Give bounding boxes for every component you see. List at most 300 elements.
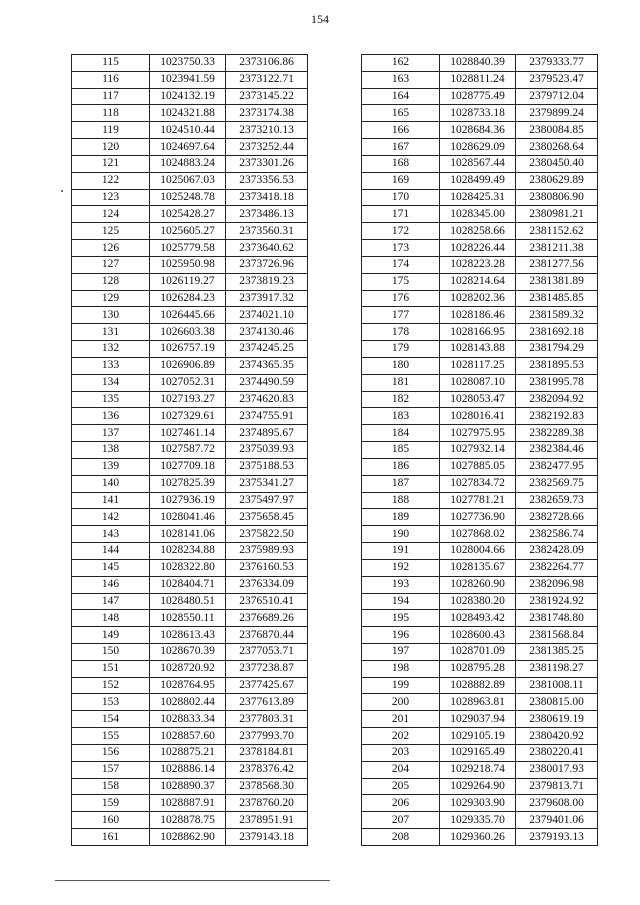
x-coordinate-cell: 1025428.27: [150, 206, 226, 223]
point-number-cell: 158: [72, 778, 150, 795]
point-number-cell: 138: [72, 442, 150, 459]
point-number-cell: 193: [362, 576, 440, 593]
table-row: [362, 593, 598, 610]
point-number-cell: 126: [72, 240, 150, 257]
point-number-cell: 140: [72, 475, 150, 492]
y-coordinate-cell: 2373356.53: [226, 172, 308, 189]
x-coordinate-cell: 1028963.81: [440, 694, 516, 711]
point-number-cell: 198: [362, 660, 440, 677]
y-coordinate-cell: 2379813.71: [516, 778, 598, 795]
table-row: [72, 155, 308, 172]
point-number-cell: 174: [362, 256, 440, 273]
table-row: [362, 290, 598, 307]
point-number-cell: 139: [72, 458, 150, 475]
table-row: [362, 728, 598, 745]
y-coordinate-cell: 2375658.45: [226, 509, 308, 526]
y-coordinate-cell: 2378184.81: [226, 744, 308, 761]
point-number-cell: 175: [362, 273, 440, 290]
point-number-cell: 129: [72, 290, 150, 307]
y-coordinate-cell: 2381692.18: [516, 324, 598, 341]
table-row: [362, 374, 598, 391]
table-row: [72, 307, 308, 324]
point-number-cell: 197: [362, 643, 440, 660]
y-coordinate-cell: 2375989.93: [226, 543, 308, 560]
table-row: [72, 744, 308, 761]
x-coordinate-cell: 1028404.71: [150, 576, 226, 593]
y-coordinate-cell: 2381198.27: [516, 660, 598, 677]
table-row: [72, 627, 308, 644]
table-row: [72, 55, 308, 72]
y-coordinate-cell: 2382659.73: [516, 492, 598, 509]
point-number-cell: 194: [362, 593, 440, 610]
y-coordinate-cell: 2381008.11: [516, 677, 598, 694]
table-row: [362, 795, 598, 812]
point-number-cell: 191: [362, 543, 440, 560]
x-coordinate-cell: 1028882.89: [440, 677, 516, 694]
table-row: [72, 559, 308, 576]
x-coordinate-cell: 1028380.20: [440, 593, 516, 610]
table-row: [362, 778, 598, 795]
x-coordinate-cell: 1028493.42: [440, 610, 516, 627]
y-coordinate-cell: 2374245.25: [226, 341, 308, 358]
table-row: [72, 189, 308, 206]
y-coordinate-cell: 2381995.78: [516, 374, 598, 391]
y-coordinate-cell: 2379143.18: [226, 829, 308, 846]
y-coordinate-cell: 2381794.29: [516, 341, 598, 358]
y-coordinate-cell: 2374490.59: [226, 374, 308, 391]
x-coordinate-cell: 1027709.18: [150, 458, 226, 475]
x-coordinate-cell: 1028258.66: [440, 223, 516, 240]
point-number-cell: 207: [362, 812, 440, 829]
y-coordinate-cell: 2382094.92: [516, 391, 598, 408]
table-row: [72, 761, 308, 778]
y-coordinate-cell: 2381895.53: [516, 357, 598, 374]
y-coordinate-cell: 2376160.53: [226, 559, 308, 576]
point-number-cell: 159: [72, 795, 150, 812]
point-number-cell: 166: [362, 122, 440, 139]
x-coordinate-cell: 1027975.95: [440, 425, 516, 442]
point-number-cell: 142: [72, 509, 150, 526]
x-coordinate-cell: 1028600.43: [440, 627, 516, 644]
table-row: [72, 475, 308, 492]
point-number-cell: 164: [362, 88, 440, 105]
point-number-cell: 163: [362, 71, 440, 88]
point-number-cell: 148: [72, 610, 150, 627]
point-number-cell: 128: [72, 273, 150, 290]
table-row: [362, 475, 598, 492]
table-row: [72, 812, 308, 829]
point-number-cell: 147: [72, 593, 150, 610]
point-number-cell: 190: [362, 526, 440, 543]
point-number-cell: 151: [72, 660, 150, 677]
x-coordinate-cell: 1026284.23: [150, 290, 226, 307]
x-coordinate-cell: 1028053.47: [440, 391, 516, 408]
point-number-cell: 152: [72, 677, 150, 694]
point-number-cell: 161: [72, 829, 150, 846]
x-coordinate-cell: 1024883.24: [150, 155, 226, 172]
y-coordinate-cell: 2379608.00: [516, 795, 598, 812]
table-row: [72, 728, 308, 745]
x-coordinate-cell: 1028764.95: [150, 677, 226, 694]
table-row: [362, 442, 598, 459]
table-row: [72, 374, 308, 391]
point-number-cell: 176: [362, 290, 440, 307]
point-number-cell: 118: [72, 105, 150, 122]
x-coordinate-cell: 1023750.33: [150, 55, 226, 72]
x-coordinate-cell: 1028143.88: [440, 341, 516, 358]
table-row: [362, 829, 598, 846]
x-coordinate-cell: 1027329.61: [150, 408, 226, 425]
table-row: [362, 610, 598, 627]
table-row: [362, 812, 598, 829]
y-coordinate-cell: 2379193.13: [516, 829, 598, 846]
table-row: [362, 105, 598, 122]
point-number-cell: 120: [72, 139, 150, 156]
y-coordinate-cell: 2380450.40: [516, 155, 598, 172]
point-number-cell: 137: [72, 425, 150, 442]
point-number-cell: 168: [362, 155, 440, 172]
table-row: [362, 391, 598, 408]
point-number-cell: 183: [362, 408, 440, 425]
table-row: [72, 509, 308, 526]
y-coordinate-cell: 2373252.44: [226, 139, 308, 156]
point-number-cell: 156: [72, 744, 150, 761]
y-coordinate-cell: 2375497.97: [226, 492, 308, 509]
x-coordinate-cell: 1028613.43: [150, 627, 226, 644]
y-coordinate-cell: 2373301.26: [226, 155, 308, 172]
x-coordinate-cell: 1028214.64: [440, 273, 516, 290]
x-coordinate-cell: 1028811.24: [440, 71, 516, 88]
y-coordinate-cell: 2377425.67: [226, 677, 308, 694]
point-number-cell: 204: [362, 761, 440, 778]
y-coordinate-cell: 2380981.21: [516, 206, 598, 223]
x-coordinate-cell: 1027193.27: [150, 391, 226, 408]
y-coordinate-cell: 2380619.19: [516, 711, 598, 728]
x-coordinate-cell: 1028840.39: [440, 55, 516, 72]
table-row: [72, 88, 308, 105]
y-coordinate-cell: 2379523.47: [516, 71, 598, 88]
point-number-cell: 169: [362, 172, 440, 189]
table-row: [362, 88, 598, 105]
x-coordinate-cell: 1029037.94: [440, 711, 516, 728]
x-coordinate-cell: 1028480.51: [150, 593, 226, 610]
point-number-cell: 146: [72, 576, 150, 593]
table-row: [362, 627, 598, 644]
y-coordinate-cell: 2382586.74: [516, 526, 598, 543]
table-row: [362, 526, 598, 543]
point-number-cell: 145: [72, 559, 150, 576]
point-number-cell: 180: [362, 357, 440, 374]
table-row: [72, 694, 308, 711]
x-coordinate-cell: 1028117.25: [440, 357, 516, 374]
x-coordinate-cell: 1028684.36: [440, 122, 516, 139]
x-coordinate-cell: 1025779.58: [150, 240, 226, 257]
table-row: [362, 694, 598, 711]
y-coordinate-cell: 2382264.77: [516, 559, 598, 576]
y-coordinate-cell: 2381277.56: [516, 256, 598, 273]
y-coordinate-cell: 2379712.04: [516, 88, 598, 105]
x-coordinate-cell: 1028629.09: [440, 139, 516, 156]
point-number-cell: 208: [362, 829, 440, 846]
y-coordinate-cell: 2374755.91: [226, 408, 308, 425]
point-number-cell: 131: [72, 324, 150, 341]
table-row: [362, 643, 598, 660]
table-row: [362, 559, 598, 576]
x-coordinate-cell: 1028720.92: [150, 660, 226, 677]
point-number-cell: 199: [362, 677, 440, 694]
y-coordinate-cell: 2378568.30: [226, 778, 308, 795]
point-number-cell: 185: [362, 442, 440, 459]
y-coordinate-cell: 2374130.46: [226, 324, 308, 341]
point-number-cell: 177: [362, 307, 440, 324]
table-row: [362, 341, 598, 358]
point-number-cell: 178: [362, 324, 440, 341]
x-coordinate-cell: 1028202.36: [440, 290, 516, 307]
y-coordinate-cell: 2380629.89: [516, 172, 598, 189]
point-number-cell: 189: [362, 509, 440, 526]
coordinates-table-right: [361, 54, 598, 846]
table-row: [362, 189, 598, 206]
y-coordinate-cell: 2381924.92: [516, 593, 598, 610]
table-row: [72, 223, 308, 240]
point-number-cell: 203: [362, 744, 440, 761]
y-coordinate-cell: 2381381.89: [516, 273, 598, 290]
point-number-cell: 134: [72, 374, 150, 391]
x-coordinate-cell: 1026603.38: [150, 324, 226, 341]
x-coordinate-cell: 1029303.90: [440, 795, 516, 812]
y-coordinate-cell: 2373106.86: [226, 55, 308, 72]
table-row: [72, 442, 308, 459]
x-coordinate-cell: 1024132.19: [150, 88, 226, 105]
point-number-cell: 122: [72, 172, 150, 189]
x-coordinate-cell: 1027587.72: [150, 442, 226, 459]
y-coordinate-cell: 2381211.38: [516, 240, 598, 257]
table-row: [72, 391, 308, 408]
table-row: [72, 122, 308, 139]
point-number-cell: 135: [72, 391, 150, 408]
y-coordinate-cell: 2378376.42: [226, 761, 308, 778]
x-coordinate-cell: 1026757.19: [150, 341, 226, 358]
table-row: [72, 458, 308, 475]
x-coordinate-cell: 1028322.80: [150, 559, 226, 576]
y-coordinate-cell: 2376870.44: [226, 627, 308, 644]
x-coordinate-cell: 1028833.34: [150, 711, 226, 728]
table-row: [362, 55, 598, 72]
x-coordinate-cell: 1026445.66: [150, 307, 226, 324]
y-coordinate-cell: 2382428.09: [516, 543, 598, 560]
y-coordinate-cell: 2377053.71: [226, 643, 308, 660]
y-coordinate-cell: 2377993.70: [226, 728, 308, 745]
point-number-cell: 149: [72, 627, 150, 644]
y-coordinate-cell: 2382477.95: [516, 458, 598, 475]
table-row: [72, 139, 308, 156]
x-coordinate-cell: 1029264.90: [440, 778, 516, 795]
table-row: [362, 509, 598, 526]
point-number-cell: 200: [362, 694, 440, 711]
table-row: [72, 643, 308, 660]
footer-rule: [55, 880, 330, 881]
point-number-cell: 195: [362, 610, 440, 627]
table-row: [72, 324, 308, 341]
x-coordinate-cell: 1027781.21: [440, 492, 516, 509]
y-coordinate-cell: 2378951.91: [226, 812, 308, 829]
point-number-cell: 116: [72, 71, 150, 88]
table-row: [72, 206, 308, 223]
x-coordinate-cell: 1028004.66: [440, 543, 516, 560]
point-number-cell: 205: [362, 778, 440, 795]
x-coordinate-cell: 1027052.31: [150, 374, 226, 391]
y-coordinate-cell: 2381152.62: [516, 223, 598, 240]
table-row: [362, 711, 598, 728]
x-coordinate-cell: 1027736.90: [440, 509, 516, 526]
x-coordinate-cell: 1025248.78: [150, 189, 226, 206]
point-number-cell: 136: [72, 408, 150, 425]
x-coordinate-cell: 1028887.91: [150, 795, 226, 812]
y-coordinate-cell: 2380420.92: [516, 728, 598, 745]
y-coordinate-cell: 2381589.32: [516, 307, 598, 324]
table-row: [72, 240, 308, 257]
point-number-cell: 182: [362, 391, 440, 408]
x-coordinate-cell: 1028857.60: [150, 728, 226, 745]
x-coordinate-cell: 1028802.44: [150, 694, 226, 711]
x-coordinate-cell: 1028186.46: [440, 307, 516, 324]
table-row: [362, 425, 598, 442]
y-coordinate-cell: 2373486.13: [226, 206, 308, 223]
y-coordinate-cell: 2373726.96: [226, 256, 308, 273]
point-number-cell: 155: [72, 728, 150, 745]
x-coordinate-cell: 1028016.41: [440, 408, 516, 425]
point-number-cell: 119: [72, 122, 150, 139]
x-coordinate-cell: 1029165.49: [440, 744, 516, 761]
point-number-cell: 153: [72, 694, 150, 711]
x-coordinate-cell: 1028886.14: [150, 761, 226, 778]
table-row: [72, 593, 308, 610]
y-coordinate-cell: 2376510.41: [226, 593, 308, 610]
y-coordinate-cell: 2379401.06: [516, 812, 598, 829]
point-number-cell: 133: [72, 357, 150, 374]
y-coordinate-cell: 2380084.85: [516, 122, 598, 139]
point-number-cell: 187: [362, 475, 440, 492]
point-number-cell: 130: [72, 307, 150, 324]
table-row: [362, 122, 598, 139]
y-coordinate-cell: 2373917.32: [226, 290, 308, 307]
table-row: [362, 324, 598, 341]
x-coordinate-cell: 1024697.64: [150, 139, 226, 156]
y-coordinate-cell: 2373174.38: [226, 105, 308, 122]
table-row: [362, 307, 598, 324]
y-coordinate-cell: 2380806.90: [516, 189, 598, 206]
x-coordinate-cell: 1028878.75: [150, 812, 226, 829]
point-number-cell: 188: [362, 492, 440, 509]
point-number-cell: 171: [362, 206, 440, 223]
table-row: [362, 71, 598, 88]
point-number-cell: 127: [72, 256, 150, 273]
table-row: [72, 408, 308, 425]
x-coordinate-cell: 1028425.31: [440, 189, 516, 206]
table-row: [362, 543, 598, 560]
x-coordinate-cell: 1028166.95: [440, 324, 516, 341]
point-number-cell: 143: [72, 526, 150, 543]
x-coordinate-cell: 1025067.03: [150, 172, 226, 189]
point-number-cell: 157: [72, 761, 150, 778]
table-row: [72, 677, 308, 694]
x-coordinate-cell: 1024321.88: [150, 105, 226, 122]
table-row: [362, 139, 598, 156]
x-coordinate-cell: 1028862.90: [150, 829, 226, 846]
y-coordinate-cell: 2373145.22: [226, 88, 308, 105]
point-number-cell: 115: [72, 55, 150, 72]
x-coordinate-cell: 1024510.44: [150, 122, 226, 139]
y-coordinate-cell: 2381485.85: [516, 290, 598, 307]
y-coordinate-cell: 2381568.84: [516, 627, 598, 644]
coordinates-table-left: [71, 54, 308, 846]
x-coordinate-cell: 1029218.74: [440, 761, 516, 778]
x-coordinate-cell: 1028087.10: [440, 374, 516, 391]
y-coordinate-cell: 2374021.10: [226, 307, 308, 324]
y-coordinate-cell: 2382192.83: [516, 408, 598, 425]
table-row: [72, 357, 308, 374]
y-coordinate-cell: 2376334.09: [226, 576, 308, 593]
y-coordinate-cell: 2373210.13: [226, 122, 308, 139]
table-row: [72, 795, 308, 812]
table-row: [362, 660, 598, 677]
y-coordinate-cell: 2375822.50: [226, 526, 308, 543]
point-number-cell: 173: [362, 240, 440, 257]
x-coordinate-cell: 1028567.44: [440, 155, 516, 172]
y-coordinate-cell: 2374365.35: [226, 357, 308, 374]
x-coordinate-cell: 1028890.37: [150, 778, 226, 795]
x-coordinate-cell: 1028795.28: [440, 660, 516, 677]
point-number-cell: 172: [362, 223, 440, 240]
y-coordinate-cell: 2373418.18: [226, 189, 308, 206]
table-row: [72, 71, 308, 88]
point-number-cell: 141: [72, 492, 150, 509]
table-row: [72, 576, 308, 593]
y-coordinate-cell: 2377803.31: [226, 711, 308, 728]
point-number-cell: 117: [72, 88, 150, 105]
table-row: [72, 105, 308, 122]
table-row: [72, 610, 308, 627]
y-coordinate-cell: 2375188.53: [226, 458, 308, 475]
table-row: [362, 223, 598, 240]
y-coordinate-cell: 2382569.75: [516, 475, 598, 492]
point-number-cell: 192: [362, 559, 440, 576]
y-coordinate-cell: 2382096.98: [516, 576, 598, 593]
x-coordinate-cell: 1029105.19: [440, 728, 516, 745]
y-coordinate-cell: 2380268.64: [516, 139, 598, 156]
x-coordinate-cell: 1027825.39: [150, 475, 226, 492]
y-coordinate-cell: 2381385.25: [516, 643, 598, 660]
point-number-cell: 196: [362, 627, 440, 644]
y-coordinate-cell: 2374895.67: [226, 425, 308, 442]
table-row: [72, 273, 308, 290]
y-coordinate-cell: 2379333.77: [516, 55, 598, 72]
table-row: [362, 408, 598, 425]
point-number-cell: 170: [362, 189, 440, 206]
x-coordinate-cell: 1028135.67: [440, 559, 516, 576]
table-row: [72, 711, 308, 728]
table-row: [72, 290, 308, 307]
x-coordinate-cell: 1026119.27: [150, 273, 226, 290]
y-coordinate-cell: 2381748.80: [516, 610, 598, 627]
x-coordinate-cell: 1027885.05: [440, 458, 516, 475]
point-number-cell: 123: [72, 189, 150, 206]
y-coordinate-cell: 2373819.23: [226, 273, 308, 290]
y-coordinate-cell: 2379899.24: [516, 105, 598, 122]
x-coordinate-cell: 1026906.89: [150, 357, 226, 374]
y-coordinate-cell: 2375039.93: [226, 442, 308, 459]
x-coordinate-cell: 1028670.39: [150, 643, 226, 660]
